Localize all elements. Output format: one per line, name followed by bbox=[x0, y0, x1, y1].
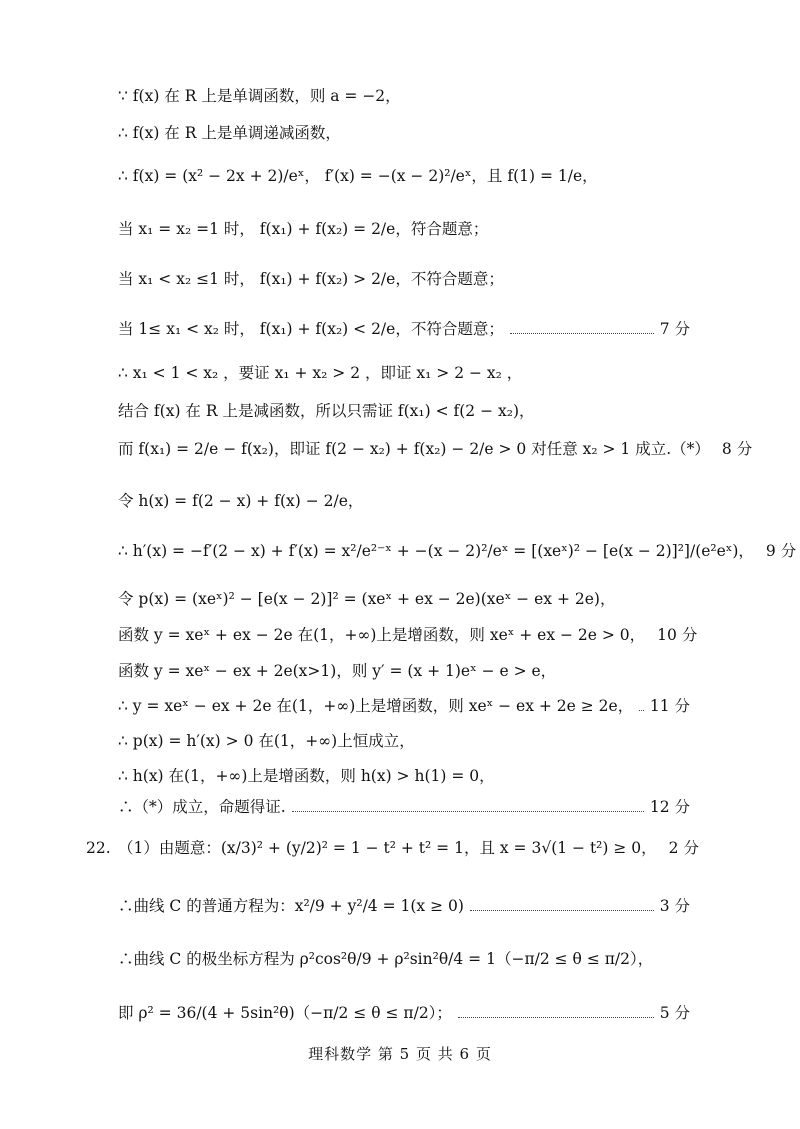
score-label: 2 分 bbox=[668, 839, 699, 857]
score-label: 7 分 bbox=[659, 320, 690, 338]
score-label: 9 分 bbox=[765, 542, 797, 560]
score-label: 3 分 bbox=[659, 897, 690, 915]
solution-line: 当 x₁ < x₂ ≤1 时， f(x₁) + f(x₂) > 2/e，不符合题意； bbox=[118, 270, 504, 288]
solution-line: 当 1≤ x₁ < x₂ 时， f(x₁) + f(x₂) < 2/e，不符合题意； 7 分 bbox=[118, 320, 690, 338]
solution-line: 令 h(x) = f(2 − x) + f(x) − 2/e， bbox=[118, 492, 364, 510]
solution-line: ∴ h(x) 在(1，+∞)上是增函数，则 h(x) > h(1) = 0， bbox=[118, 767, 495, 785]
solution-line: ∴曲线 C 的普通方程为：x²/9 + y²/4 = 1(x ≥ 0) 3 分 bbox=[118, 897, 690, 915]
solution-line: ∴曲线 C 的极坐标方程为 ρ²cos²θ/9 + ρ²sin²θ/4 = 1（−π/2 ≤ θ ≤ π/2）， bbox=[118, 950, 654, 968]
solution-line: 而 f(x₁) = 2/e − f(x₂)，即证 f(2 − x₂) + f(x₂) − 2/e > 0 对任意 x₂ > 1 成立.（*） 8 分 bbox=[118, 440, 753, 458]
solution-line: 函数 y = xeˣ − ex + 2e(x>1)，则 y′ = (x + 1)eˣ − e > e， bbox=[118, 662, 557, 680]
solution-line: ∴ y = xeˣ − ex + 2e 在(1，+∞)上是增函数，则 xeˣ − ex + 2e ≥ 2e， 11 分 bbox=[118, 697, 690, 715]
solution-line: 当 x₁ = x₂ =1 时， f(x₁) + f(x₂) = 2/e，符合题意； bbox=[118, 220, 489, 238]
solution-line: ∴ p(x) = h′(x) > 0 在(1，+∞)上恒成立， bbox=[118, 732, 415, 750]
solution-line: （1）由题意：(x/3)² + (y/2)² = 1 − t² + t² = 1，且 x = 3√(1 − t²) ≥ 0， 2 分 bbox=[118, 839, 699, 857]
score-label: 12 分 bbox=[649, 798, 690, 816]
score-label: 5 分 bbox=[659, 1004, 690, 1022]
solution-line: ∴ x₁ < 1 < x₂ ，要证 x₁ + x₂ > 2 ，即证 x₁ > 2 − x₂ ， bbox=[118, 364, 523, 382]
solution-line: 结合 f(x) 在 R 上是减函数，所以只需证 f(x₁) < f(2 − x₂)， bbox=[118, 402, 535, 420]
solution-line: 即 ρ² = 36/(4 + 5sin²θ)（−π/2 ≤ θ ≤ π/2）； 5 分 bbox=[118, 1004, 690, 1022]
dotted-leader bbox=[292, 811, 644, 812]
score-label: 8 分 bbox=[721, 440, 753, 458]
solution-line: ∴ h′(x) = −f′(2 − x) + f′(x) = x²/e²⁻ˣ + −(x − 2)²/eˣ = [(xeˣ)² − [e(x − 2)]²]/(e²eˣ)， 9 分 bbox=[118, 542, 797, 560]
dotted-leader bbox=[458, 1017, 654, 1018]
solution-line: 函数 y = xeˣ + ex − 2e 在(1，+∞)上是增函数，则 xeˣ + ex − 2e > 0， 10 分 bbox=[118, 626, 698, 644]
solution-line: ∴ f(x) 在 R 上是单调递减函数， bbox=[118, 124, 341, 142]
dotted-leader bbox=[639, 710, 644, 711]
dotted-leader bbox=[510, 333, 654, 334]
question-number: 22. bbox=[86, 839, 111, 857]
score-label: 10 分 bbox=[657, 626, 698, 644]
solution-line: ∵ f(x) 在 R 上是单调函数，则 a = −2， bbox=[118, 87, 401, 105]
dotted-leader bbox=[470, 910, 654, 911]
solution-line: ∴ f(x) = (x² − 2x + 2)/eˣ， f′(x) = −(x − 2)²/eˣ，且 f(1) = 1/e， bbox=[118, 167, 598, 185]
page-footer: 理科数学 第 5 页 共 6 页 bbox=[308, 1045, 492, 1063]
solution-line: 令 p(x) = (xeˣ)² − [e(x − 2)]² = (xeˣ + ex − 2e)(xeˣ − ex + 2e)， bbox=[118, 590, 616, 608]
score-label: 11 分 bbox=[649, 697, 690, 715]
solution-line: ∴（*）成立，命题得证. 12 分 bbox=[118, 798, 690, 816]
